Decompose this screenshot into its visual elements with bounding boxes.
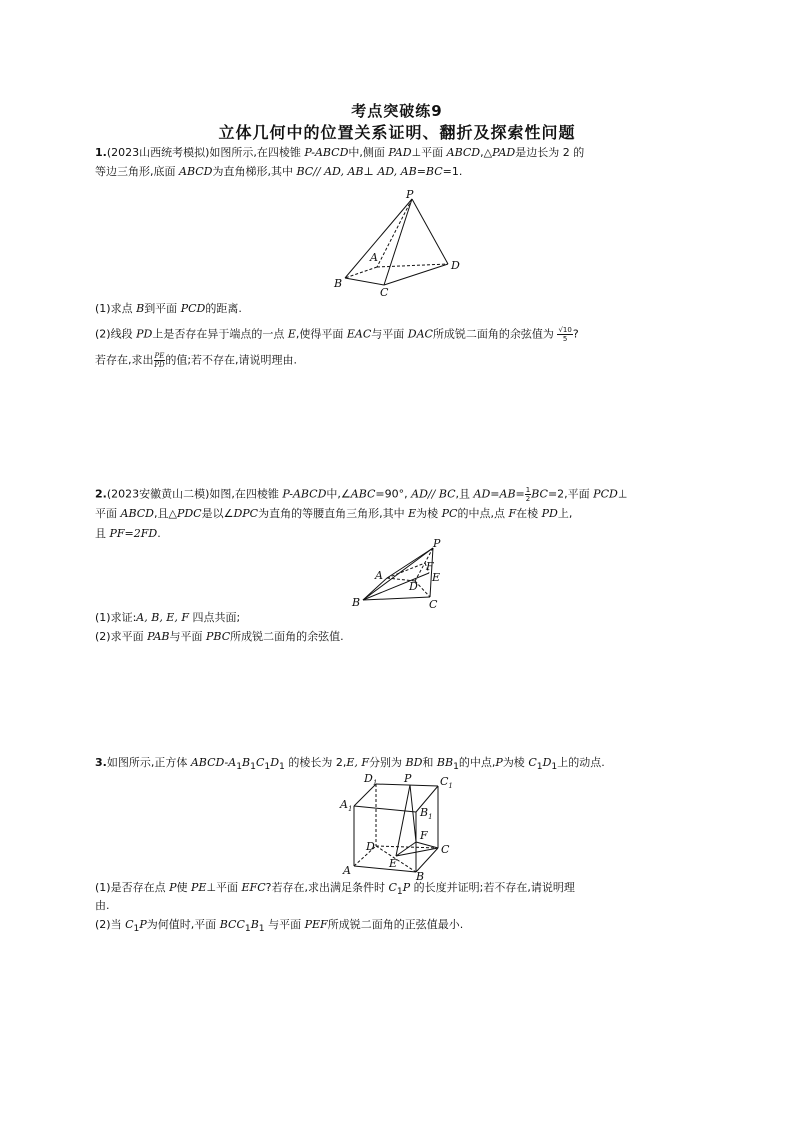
q1-part2: (2)线段 PD上是否存在异于端点的一点 E,使得平面 EAC与平面 DAC所成锐二面角的余弦值为 $\frac{√10}{5}$ ?: [95, 326, 579, 343]
q3-edge-AB: [354, 866, 416, 872]
q3-label-C1: $C_1$: [440, 775, 453, 790]
q1-edge-PD: [412, 199, 448, 264]
section-title: 考点突破练9: [351, 102, 443, 120]
q1-fraction-sqrt10-over-5: $\frac{√10}{5}$: [558, 326, 572, 343]
q1-edge-PB: [345, 199, 412, 278]
q1-edge-BC: [345, 278, 384, 285]
q1-edge-PC: [384, 199, 412, 285]
q3-edge-A1B1: [354, 806, 416, 812]
q2-label-B: B: [352, 596, 361, 609]
q3-part1: (1)是否存在点 P使 PE⊥平面 EFC?若存在,求出满足条件时 $C_1P$ 的长度并证明;若不存在,请说明理: [95, 881, 575, 898]
q2-number: 2.: [95, 487, 107, 501]
q1-edge-PA: [377, 199, 412, 267]
q3-stem-line1: 3.如图所示,正方体 ABCD-$A_1B_1C_1D_1$ 的棱长为 2,E, F分别为 BD和 $BB_1$的中点,P为棱 $C_1D_1$上的动点.: [95, 756, 605, 773]
section-subtitle: 立体几何中的位置关系证明、翻折及探索性问题: [218, 123, 576, 142]
q1-edge-AD: [377, 264, 448, 267]
q1-fraction-PE-over-PD: $\frac{PE}{PD}$: [154, 352, 165, 369]
q3-label-P: P: [404, 772, 412, 785]
q3-part2: (2)当 $C_1P$为何值时,平面 $BCC_1B_1$ 与平面 PEF所成锐二面角的正弦值最小.: [95, 918, 464, 935]
q3-label-E: E: [389, 857, 398, 870]
q1-label-P: P: [406, 188, 414, 201]
q1-edge-CD: [384, 264, 448, 285]
q2-label-F: F: [426, 560, 434, 573]
q3-label-F: F: [420, 829, 428, 842]
q1-part1: (1)求点 B到平面 PCD的距离.: [95, 302, 242, 315]
q2-fraction-half: $\frac{1}{2}$: [525, 486, 531, 503]
q3-figure-cube: [336, 768, 466, 880]
q3-label-A: A: [343, 864, 351, 877]
q2-stem-line2: 平面 ABCD,且△PDC是以∠DPC为直角的等腰直角三角形,其中 E为棱 PC的中点,点 F在棱 PD上,: [95, 507, 573, 520]
q3-number: 3.: [95, 756, 107, 769]
q2-part2: (2)求平面 PAB与平面 PBC所成锐二面角的余弦值.: [95, 630, 344, 643]
q3-edge-FP: [410, 785, 416, 842]
q2-label-P: P: [433, 538, 441, 550]
q3-label-B: B: [416, 870, 425, 880]
q2-stem-line1: 2.(2023安徽黄山二模)如图,在四棱锥 P-ABCD中,∠ABC=90°, AD// BC,且 AD=AB= $\frac{1}{2}$ BC=2,平面 PCD⊥: [95, 486, 628, 503]
q3-edge-FC: [416, 842, 438, 848]
q3-part1-cont: 由.: [95, 899, 110, 912]
q3-label-B1: $B_1$: [420, 806, 433, 821]
q3-edge-A1D1: [354, 784, 376, 806]
q2-edge-BC: [363, 597, 430, 600]
q1-label-D: D: [451, 259, 460, 272]
q3-label-A1: $A_1$: [340, 798, 353, 813]
q3-label-D1: $D_1$: [364, 772, 378, 787]
q2-label-D: D: [409, 580, 418, 593]
q2-label-E: E: [432, 571, 441, 584]
q3-label-D: D: [366, 840, 375, 853]
q1-label-C: C: [380, 286, 389, 296]
q1-number: 1.: [95, 146, 107, 159]
q1-label-B: B: [334, 277, 343, 290]
q1-stem-line2: 等边三角形,底面 ABCD为直角梯形,其中 BC// AD, AB⊥ AD, AB=BC=1.: [95, 165, 463, 178]
q1-stem-line1: 1.(2023山西统考模拟)如图所示,在四棱锥 P-ABCD中,侧面 PAD⊥平面 ABCD,△PAD是边长为 2 的: [95, 146, 585, 159]
q2-figure-pyramid: [345, 538, 455, 610]
q2-part1: (1)求证:A, B, E, F 四点共面;: [95, 611, 241, 624]
q3-edge-EP: [396, 785, 410, 856]
q1-part2-cont: 若存在,求出 $\frac{PE}{PD}$ 的值;若不存在,请说明理由.: [95, 352, 298, 369]
q1-label-A: A: [370, 251, 378, 264]
q1-figure-pyramid: [330, 188, 470, 296]
q2-edge-BE: [363, 573, 429, 600]
q3-label-C: C: [441, 843, 450, 856]
q2-stem-line3: 且 PF=2FD.: [95, 527, 161, 540]
q2-label-C: C: [429, 598, 438, 610]
q2-label-A: A: [375, 569, 383, 582]
